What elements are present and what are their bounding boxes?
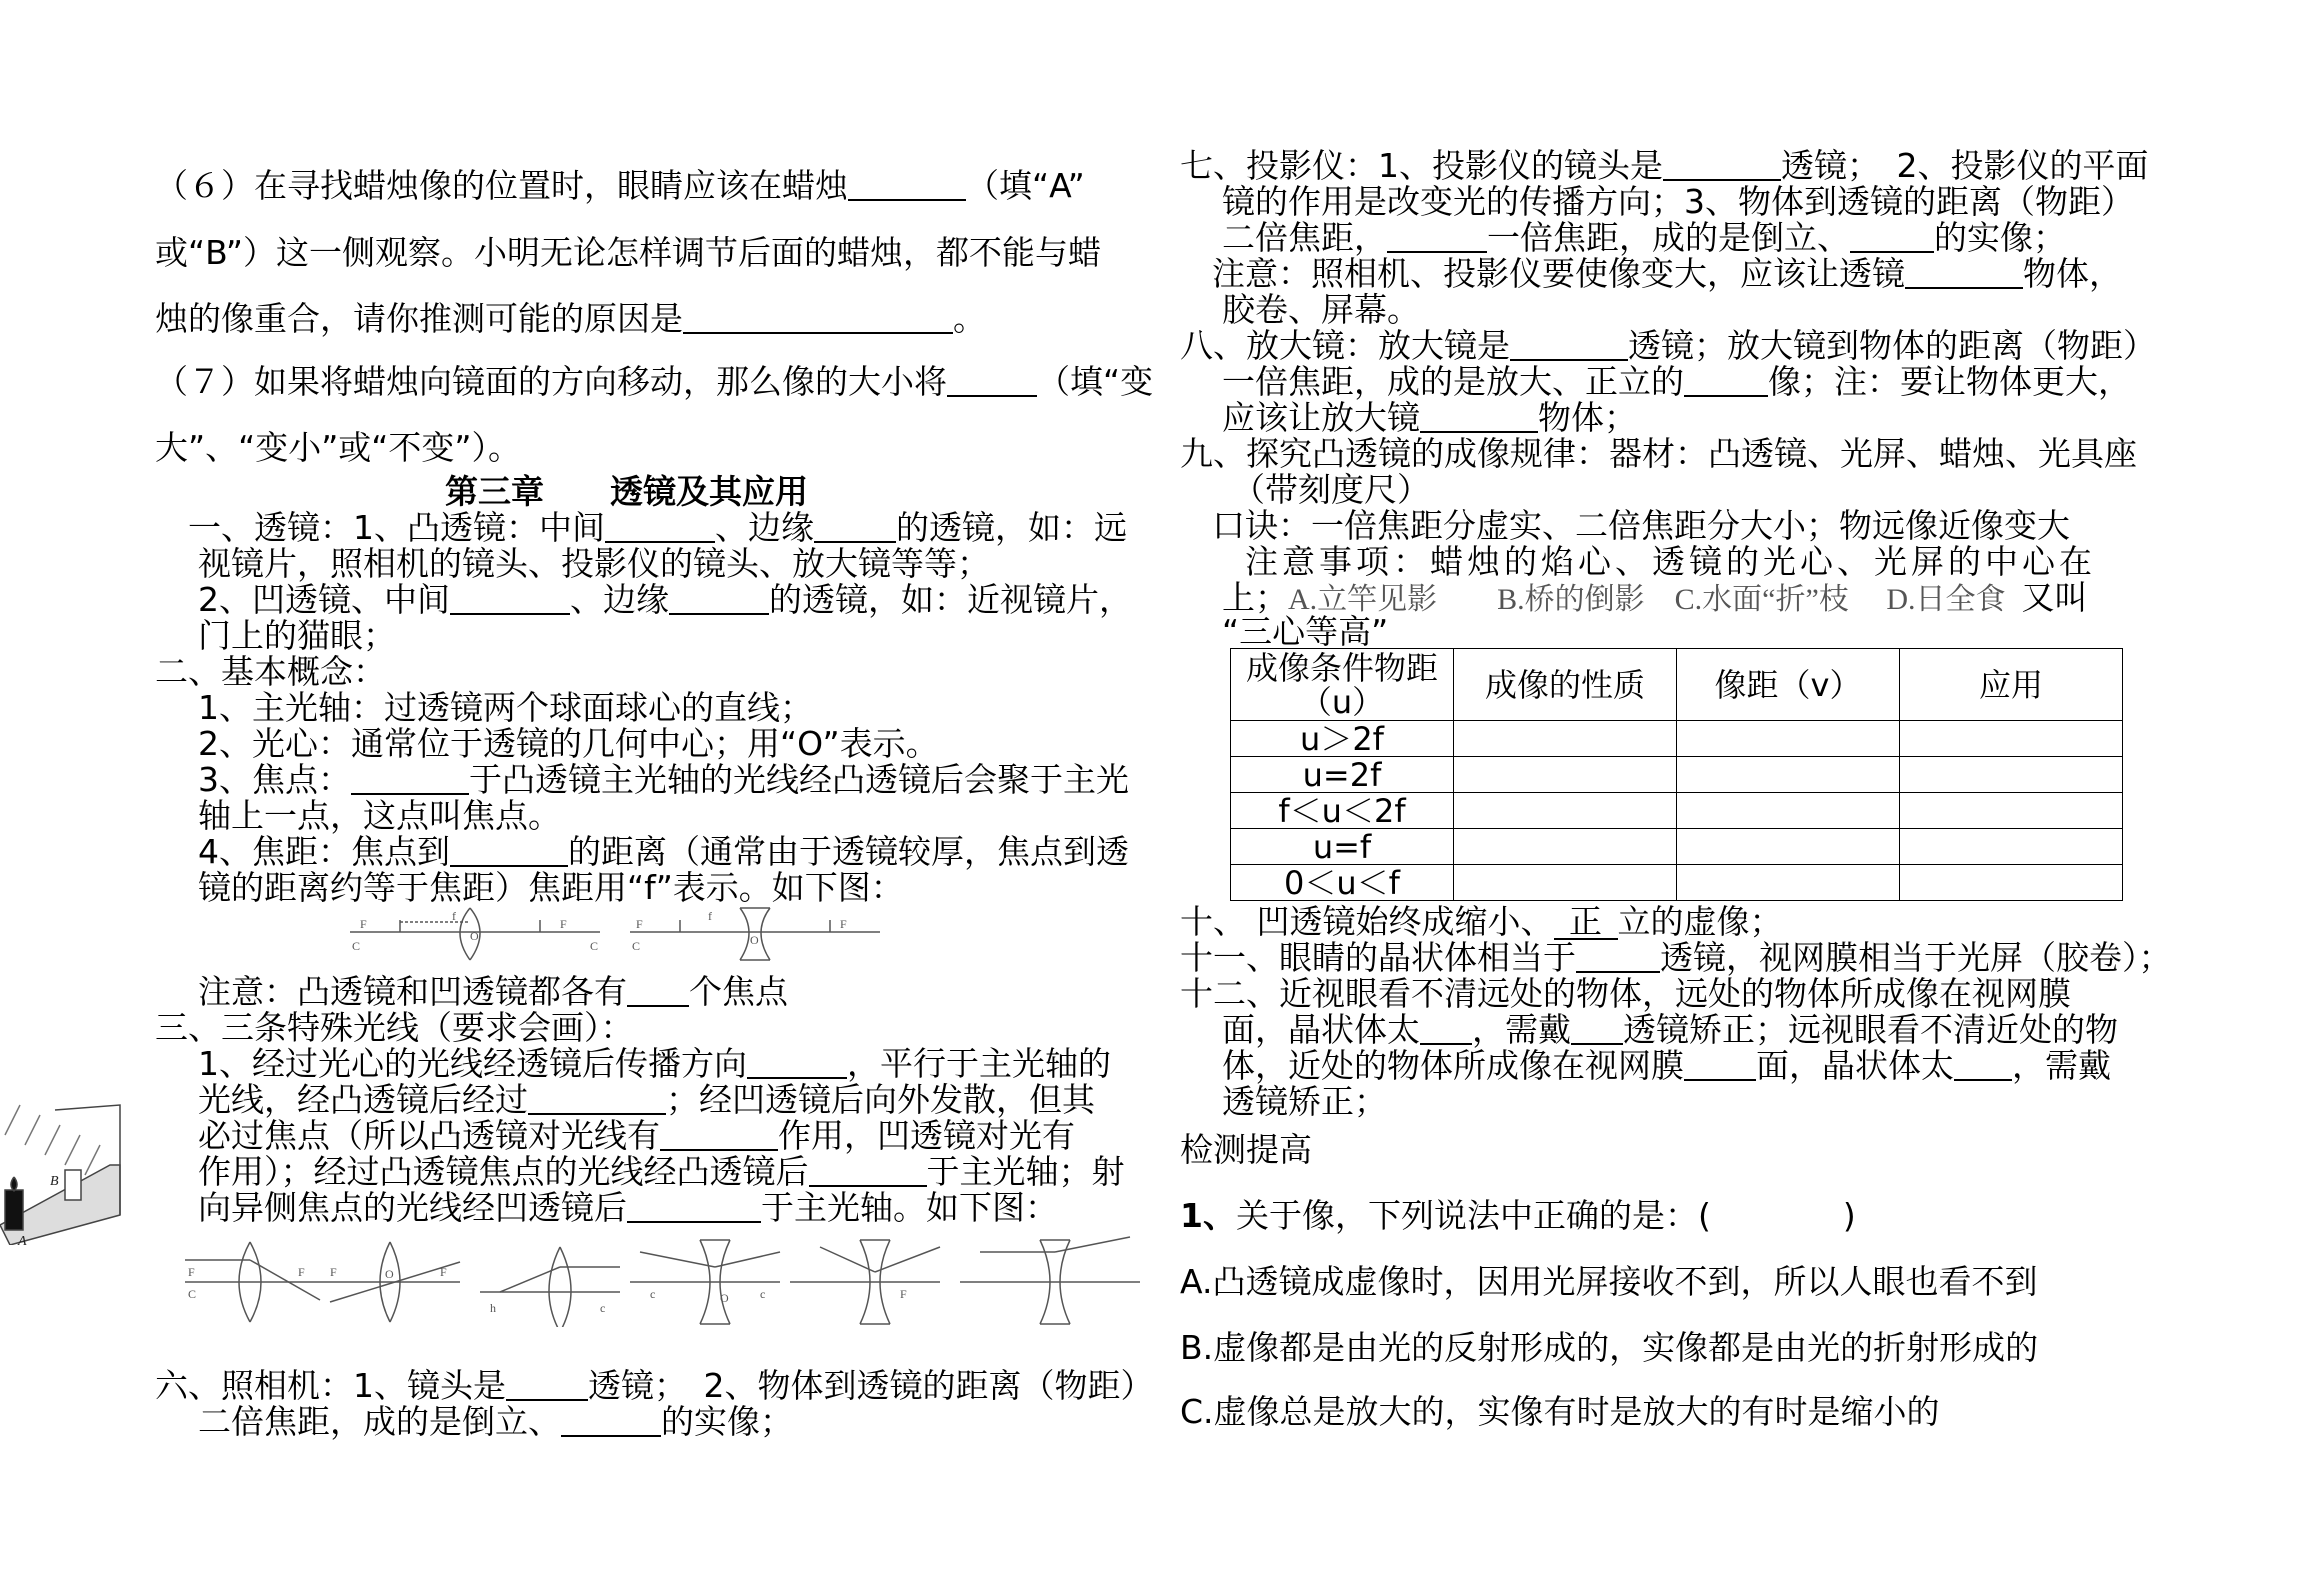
table-row [1231,757,2123,793]
svg-text:B: B [50,1174,59,1189]
option-b: B.虚像都是由光的反射形成的，实像都是由光的折射形成的 [1180,1328,2039,1367]
s7-line3: 二倍焦距， 一倍焦距，成的是倒立、 的实像； [1222,218,2066,257]
svg-text:O: O [720,1291,729,1305]
svg-text:c: c [600,1301,606,1315]
svg-text:C: C [590,939,599,953]
table-cell: u=f [1231,829,1454,865]
svg-text:O: O [385,1267,394,1281]
s8-line3: 应该让放大镜 物体； [1222,398,1637,437]
svg-text:O: O [750,933,759,947]
blank [1850,221,1934,253]
s6-line1: 六、照相机：1、镜头是 透镜； 2、物体到透镜的距离（物距） [155,1366,1154,1405]
s8-line2: 一倍焦距，成的是放大、正立的 像；注：要让物体更大， [1222,362,2131,401]
svg-text:F: F [560,917,567,931]
s3-line5: 向异侧焦点的光线经凹透镜后 于主光轴。如下图： [198,1188,1058,1227]
q7-line1: （７）如果将蜡烛向镜面的方向移动，那么像的大小将 （填“变 [155,362,1154,401]
q7-line2: 大”、“变小”或“不变”）。 [155,428,521,467]
blank [450,583,570,615]
table-cell [1900,829,2123,865]
option-c: C.虚像总是放大的，实像有时是放大的有时是缩小的 [1180,1392,1940,1431]
s12-line1: 十二、近视眼看不清远处的物体，远处的物体所成像在视网膜 [1180,974,2071,1013]
s12-line3: 体，近处的物体所成像在视网膜 面，晶状体太 ，需戴 [1222,1046,2111,1085]
blank [683,302,953,334]
table-cell [1454,793,1677,829]
special-rays-diagram [180,1232,1140,1327]
s7-line5: 胶卷、屏幕。 [1222,290,1420,329]
s9-line5: 上；A.立竿见影 B.桥的倒影 C.水面“折”枝 D.日全食 又叫 [1222,578,2088,617]
blank [660,1119,778,1151]
blank [1420,401,1538,433]
s1-line2: 视镜片，照相机的镜头、投影仪的镜头、放大镜等等； [198,544,990,583]
option-a: A.凸透镜成虚像时，因用光屏接收不到，所以人眼也看不到 [1180,1262,2038,1301]
table-cell [1677,721,1900,757]
candle-experiment-picture [0,1095,125,1245]
blank [1387,221,1487,253]
s1-line4: 门上的猫眼； [198,616,396,655]
table-cell [1677,757,1900,793]
q6-line1: （６）在寻找蜡烛像的位置时，眼睛应该在蜡烛 （填“A” [155,166,1085,205]
svg-text:f: f [708,909,712,923]
table-row [1231,793,2123,829]
table-cell [1454,721,1677,757]
svg-text:F: F [440,1265,447,1279]
table-cell [1900,793,2123,829]
svg-text:F: F [360,917,367,931]
svg-text:h: h [490,1301,496,1315]
table-cell [1454,865,1677,901]
s11-line: 十一、眼睛的晶状体相当于 透镜，视网膜相当于光屏（胶卷）； [1180,938,2172,977]
s1-line3: 2、凹透镜、中间 、边缘 的透镜，如：近视镜片， [198,580,1132,619]
svg-text:C: C [352,939,361,953]
s9-note: 注意事项：蜡烛的焰心、透镜的光心、光屏的中心在 [1245,542,2096,581]
blank [1684,1049,1756,1081]
table-cell [1900,721,2123,757]
s3-line3: 必过焦点（所以凸透镜对光线有 作用，凹透镜对光有 [198,1116,1075,1155]
table-header-cell: 成像的性质 [1454,649,1677,721]
svg-text:O: O [470,929,479,943]
q6-line3: 烛的像重合，请你推测可能的原因是 。 [155,299,986,338]
focal-length-diagram [340,900,900,970]
s6-line2: 二倍焦距，成的是倒立、 的实像； [198,1402,793,1441]
convex-lens-shape [549,1247,571,1327]
table-cell [1454,829,1677,865]
svg-text:F: F [636,917,643,931]
s3-line1: 1、经过光心的光线经透镜后传播方向 ，平行于主光轴的 [198,1044,1111,1083]
table-cell [1677,865,1900,901]
s7-line2: 镜的作用是改变光的传播方向；3、物体到透镜的距离（物距） [1222,182,2134,221]
s9-line1: 九、探究凸透镜的成像规律：器材：凸透镜、光屏、蜡烛、光具座 [1180,434,2137,473]
s2-item2: 2、光心：通常位于透镜的几何中心；用“O”表示。 [198,724,939,763]
blank [351,763,469,795]
q6-line2: 或“B”）这一侧观察。小明无论怎样调节后面的蜡烛，都不能与蜡 [155,233,1102,272]
svg-text:F: F [840,917,847,931]
s3-title: 三、三条特殊光线（要求会画）： [155,1008,634,1047]
s9-line2: （带刻度尺） [1232,470,1430,509]
blank [1954,1049,2012,1081]
table-cell: f＜u＜2f [1231,793,1454,829]
svg-text:F: F [330,1265,337,1279]
s7-line4: 注意：照相机、投影仪要使像变大，应该让透镜 物体， [1212,254,2122,293]
svg-text:A: A [18,1234,27,1245]
svg-text:C: C [632,939,641,953]
s2-item1: 1、主光轴：过透镜两个球面球心的直线； [198,688,813,727]
table-header-cell: 像距（v） [1677,649,1900,721]
s2-title: 二、基本概念： [155,652,386,691]
s3-line2: 光线，经凸透镜后经过 ；经凹透镜后向外发散，但其 [198,1080,1095,1119]
blank [627,975,689,1007]
table-row [1231,829,2123,865]
blank [1684,365,1768,397]
s12-line2: 面，晶状体太 ，需戴 透镜矫正；远视眼看不清近处的物 [1222,1010,2118,1049]
table-cell [1677,793,1900,829]
s12-line4: 透镜矫正； [1222,1082,1387,1121]
blank [506,1369,588,1401]
table-cell: u=2f [1231,757,1454,793]
blank [1905,257,2023,289]
blank [561,1405,661,1437]
blank [1420,1013,1472,1045]
chapter-title: 第三章 透镜及其应用 [445,472,808,511]
svg-text:F: F [298,1265,305,1279]
table-header-row [1231,649,2123,721]
note-line: 注意：凸透镜和凹透镜都各有 个焦点 [198,972,788,1011]
table-row [1231,721,2123,757]
svg-text:C: C [188,1287,197,1301]
blank [1510,329,1628,361]
table-cell: 0＜u＜f [1231,865,1454,901]
s2-item4-cont: 镜的距离约等于焦距）焦距用“f”表示。如下图： [198,868,904,907]
blank [814,511,896,543]
table-cell [1900,865,2123,901]
check-heading: 检测提高 [1180,1130,1312,1169]
table-row [1231,865,2123,901]
svg-text:c: c [760,1287,766,1301]
s9-line6: “三心等高” [1222,612,1389,651]
blank [1663,149,1781,181]
blank [848,169,966,201]
table-cell [1900,757,2123,793]
s2-item4: 4、焦距：焦点到 的距离（通常由于透镜较厚，焦点到透 [198,832,1129,871]
s3-line4: 作用）；经过凸透镜焦点的光线经凸透镜后 于主光轴；射 [198,1152,1125,1191]
table-header-cell: 成像条件物距（u） [1231,649,1454,721]
blank [809,1155,927,1187]
s7-line1: 七、投影仪：1、投影仪的镜头是 透镜； 2、投影仪的平面 [1180,146,2149,185]
table-cell [1454,757,1677,793]
table-header-cell: 应用 [1900,649,2123,721]
svg-text:c: c [650,1287,656,1301]
blank [627,1191,761,1223]
s9-mnemonic: 口诀：一倍焦距分虚实、二倍焦距分大小；物远像近像变大 [1212,506,2070,545]
svg-text:F: F [900,1287,907,1301]
svg-text:f: f [452,909,456,923]
table-cell: u＞2f [1231,721,1454,757]
blank [747,1047,847,1079]
filled-blank: 正 [1554,904,1618,940]
blank [669,583,769,615]
blank [1571,1013,1623,1045]
blank [605,511,715,543]
s10-line: 十、 凹透镜始终成缩小、 正 立的虚像； [1180,902,1783,941]
s2-item3-cont: 轴上一点，这点叫焦点。 [198,796,561,835]
blank [450,835,568,867]
table-cell [1677,829,1900,865]
blank [1576,941,1660,973]
s8-line1: 八、放大镜：放大镜是 透镜；放大镜到物体的距离（物距） [1180,326,2156,365]
s2-item3: 3、焦点： 于凸透镜主光轴的光线经凸透镜后会聚于主光 [198,760,1129,799]
blank [528,1083,666,1115]
s1-line1: 一、透镜：1、凸透镜：中间 、边缘 的透镜，如：远 [188,508,1127,547]
svg-text:F: F [188,1265,195,1279]
imaging-rules-table [1230,648,2123,901]
question-1: 1、关于像，下列说法中正确的是：( ) [1180,1196,1856,1235]
blank [947,365,1037,397]
